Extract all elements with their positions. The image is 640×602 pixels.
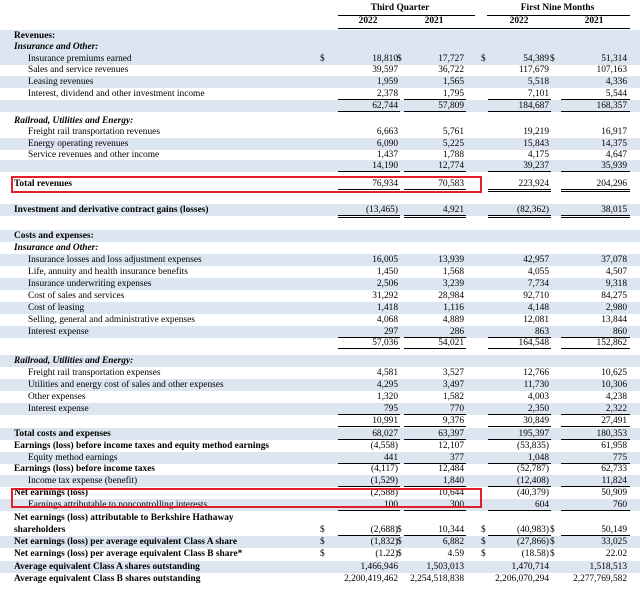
value-cell: 4,647 (605, 150, 627, 160)
value-cell: 51,314 (601, 54, 627, 64)
single-underline (488, 88, 551, 100)
value-cell: 28,984 (438, 291, 464, 301)
dollar-sign: $ (320, 537, 325, 547)
single-underline (404, 403, 466, 415)
table-row (0, 561, 640, 573)
value-cell: 42,957 (523, 255, 549, 265)
value-cell: 37,078 (601, 255, 627, 265)
double-underline (488, 524, 551, 536)
row-label: Insurance premiums earned (28, 54, 132, 64)
double-underline (561, 524, 630, 536)
value-cell: 13,844 (601, 315, 627, 325)
table-row (0, 64, 640, 76)
single-underline (561, 160, 630, 172)
table-row (0, 536, 640, 548)
table-row (0, 88, 640, 100)
value-cell: (13,465) (365, 205, 398, 215)
value-cell: 6,663 (376, 127, 398, 137)
single-underline (561, 428, 630, 440)
row-label: Insurance and Other: (14, 42, 99, 52)
value-cell: 7,734 (527, 279, 549, 289)
row-label: Earnings (loss) before income taxes and equity method earnings (14, 441, 270, 451)
value-cell: 62,744 (372, 101, 398, 111)
row-label: Total costs and expenses (14, 429, 111, 439)
row-label: Cost of sales and services (28, 291, 125, 301)
single-underline (404, 475, 466, 487)
table-row (0, 204, 640, 216)
value-cell: 1,959 (376, 77, 398, 87)
value-cell: 36,722 (438, 65, 464, 75)
value-cell: 286 (449, 327, 464, 337)
row-label: Service revenues and other income (28, 150, 160, 160)
row-label: Insurance and Other: (14, 243, 99, 253)
value-cell: 33,025 (601, 537, 627, 547)
row-label: Total revenues (14, 179, 73, 189)
single-underline (338, 100, 400, 112)
value-cell: (40,379) (516, 488, 549, 498)
table-row (0, 242, 640, 254)
value-cell: 1,565 (442, 77, 464, 87)
double-underline (561, 178, 630, 190)
header-year-q3-2022: 2022 (358, 16, 378, 26)
table-row (0, 367, 640, 379)
value-cell: (4,558) (370, 441, 398, 451)
row-label: Net earnings (loss) per average equivalent Class B share* (14, 549, 243, 559)
row-label: Costs and expenses: (14, 231, 94, 241)
value-cell: 204,296 (596, 179, 627, 189)
value-cell: 30,849 (523, 416, 549, 426)
value-cell: 4,581 (376, 368, 398, 378)
row-label: Selling, general and administrative expenses (28, 315, 195, 325)
value-cell: (4,117) (371, 464, 398, 474)
value-cell: 27,491 (601, 416, 627, 426)
value-cell: 14,375 (601, 139, 627, 149)
dollar-sign: $ (397, 54, 402, 64)
value-cell: 117,679 (518, 65, 549, 75)
row-label: Interest expense (28, 404, 89, 414)
value-cell: 2,200,419,462 (344, 574, 398, 584)
double-underline (404, 204, 466, 216)
value-cell: 57,036 (372, 338, 398, 348)
value-cell: 152,862 (596, 338, 627, 348)
table-row (0, 355, 640, 367)
row-label: Cost of leasing (28, 303, 85, 313)
double-underline (488, 178, 551, 190)
value-cell: 17,727 (438, 54, 464, 64)
value-cell: 50,909 (601, 488, 627, 498)
single-underline (488, 403, 551, 415)
value-cell: 4,507 (605, 267, 627, 277)
row-label: Revenues: (14, 31, 56, 41)
value-cell: 6,882 (442, 537, 464, 547)
value-cell: 100 (383, 500, 398, 510)
single-underline (338, 403, 400, 415)
row-label: Investment and derivative contract gains (losses) (14, 205, 209, 215)
row-label: Utilities and energy cost of sales and other expenses (28, 380, 224, 390)
row-label: Energy operating revenues (28, 139, 129, 149)
dollar-sign: $ (320, 525, 325, 535)
value-cell: 1,320 (376, 392, 398, 402)
value-cell: 63,397 (438, 429, 464, 439)
row-label: Railroad, Utilities and Energy: (14, 116, 134, 126)
double-underline (488, 204, 551, 216)
value-cell: 4,921 (442, 205, 464, 215)
single-underline (488, 428, 551, 440)
value-cell: 22.02 (605, 549, 627, 559)
value-cell: (82,362) (516, 205, 549, 215)
single-underline (561, 415, 630, 427)
row-label: Equity method earnings (28, 453, 118, 463)
value-cell: 297 (383, 327, 398, 337)
value-cell: 2,506 (376, 279, 398, 289)
dollar-sign: $ (550, 537, 555, 547)
table-row (0, 573, 640, 585)
value-cell: 3,497 (442, 380, 464, 390)
value-cell: 57,809 (438, 101, 464, 111)
value-cell: (2,588) (370, 488, 398, 498)
value-cell: 39,237 (523, 161, 549, 171)
dollar-sign: $ (481, 537, 486, 547)
row-label: Sales and service revenues (28, 65, 129, 75)
value-cell: 84,275 (601, 291, 627, 301)
dollar-sign: $ (397, 537, 402, 547)
value-cell: 1,116 (443, 303, 464, 313)
value-cell: 1,518,513 (589, 562, 627, 572)
table-row (0, 100, 640, 112)
single-underline (338, 160, 400, 172)
value-cell: 62,733 (601, 464, 627, 474)
table-row (0, 475, 640, 487)
value-cell: 863 (534, 327, 549, 337)
value-cell: 18,810 (372, 54, 398, 64)
value-cell: 4,055 (527, 267, 549, 277)
value-cell: 2,254,518,838 (410, 574, 464, 584)
value-cell: 1,450 (376, 267, 398, 277)
value-cell: 11,824 (601, 476, 627, 486)
value-cell: 12,766 (523, 368, 549, 378)
row-label: Freight rail transportation revenues (28, 127, 160, 137)
value-cell: 10,344 (438, 525, 464, 535)
value-cell: 12,107 (438, 441, 464, 451)
row-label: Insurance underwriting expenses (28, 279, 152, 289)
row-label: Leasing revenues (28, 77, 94, 87)
header-rule-years (338, 28, 630, 29)
value-cell: 4.59 (447, 549, 464, 559)
value-cell: 860 (612, 327, 627, 337)
table-row (0, 391, 640, 403)
value-cell: 11,730 (523, 380, 549, 390)
value-cell: 770 (449, 404, 464, 414)
row-label: Earnings (loss) before income taxes (14, 464, 155, 474)
row-label: Railroad, Utilities and Energy: (14, 356, 134, 366)
table-row (0, 337, 640, 349)
table-row (0, 512, 640, 524)
value-cell: (1,832) (370, 537, 398, 547)
single-underline (561, 403, 630, 415)
row-label: Net earnings (loss) per average equivalent Class A share (14, 537, 238, 547)
header-year-9m-2021: 2021 (584, 16, 604, 26)
table-row (0, 440, 640, 452)
table-row (0, 524, 640, 536)
value-cell: (52,787) (516, 464, 549, 474)
single-underline (404, 160, 466, 172)
value-cell: 10,644 (438, 488, 464, 498)
value-cell: 6,090 (376, 139, 398, 149)
value-cell: 15,843 (523, 139, 549, 149)
row-label: Other expenses (28, 392, 86, 402)
value-cell: 50,149 (601, 525, 627, 535)
value-cell: 1,470,714 (511, 562, 549, 572)
value-cell: 12,081 (523, 315, 549, 325)
table-row (0, 126, 640, 138)
value-cell: 70,583 (438, 179, 464, 189)
dollar-sign: $ (481, 549, 486, 559)
value-cell: 54,389 (523, 54, 549, 64)
row-label: Earnings attributable to noncontrolling interests (28, 500, 208, 510)
double-underline (338, 204, 400, 216)
value-cell: 39,597 (372, 65, 398, 75)
value-cell: 1,048 (527, 453, 549, 463)
header-year-9m-2022: 2022 (509, 16, 529, 26)
table-row (0, 160, 640, 172)
value-cell: 1,582 (442, 392, 464, 402)
single-underline (404, 428, 466, 440)
value-cell: (53,835) (516, 441, 549, 451)
single-underline (338, 415, 400, 427)
value-cell: 68,027 (372, 429, 398, 439)
value-cell: 107,163 (596, 65, 627, 75)
value-cell: 795 (383, 404, 398, 414)
value-cell: 4,175 (527, 150, 549, 160)
value-cell: (12,408) (516, 476, 549, 486)
value-cell: 2,980 (605, 303, 627, 313)
value-cell: 1,466,946 (360, 562, 398, 572)
value-cell: 5,544 (605, 89, 627, 99)
value-cell: (27,866) (516, 537, 549, 547)
single-underline (561, 499, 630, 511)
single-underline (338, 88, 400, 100)
single-underline (404, 337, 466, 349)
value-cell: 61,958 (601, 441, 627, 451)
single-underline (561, 100, 630, 112)
row-label: Income tax expense (benefit) (28, 476, 138, 486)
value-cell: 16,005 (372, 255, 398, 265)
value-cell: 1,503,013 (426, 562, 464, 572)
dollar-sign: $ (550, 54, 555, 64)
value-cell: 35,939 (601, 161, 627, 171)
single-underline (488, 337, 551, 349)
dollar-sign: $ (397, 549, 402, 559)
value-cell: 12,484 (438, 464, 464, 474)
single-underline (404, 88, 466, 100)
dollar-sign: $ (481, 525, 486, 535)
value-cell: 441 (383, 453, 398, 463)
row-label: Freight rail transportation expenses (28, 368, 161, 378)
table-row (0, 278, 640, 290)
value-cell: 4,336 (605, 77, 627, 87)
table-row (0, 428, 640, 440)
double-underline (561, 204, 630, 216)
single-underline (488, 415, 551, 427)
table-row (0, 266, 640, 278)
header-year-q3-2021: 2021 (424, 16, 444, 26)
table-row (0, 463, 640, 475)
value-cell: 5,225 (442, 139, 464, 149)
row-label: Insurance losses and loss adjustment expenses (28, 255, 202, 265)
value-cell: 4,068 (376, 315, 398, 325)
value-cell: 164,548 (518, 338, 549, 348)
value-cell: 5,761 (442, 127, 464, 137)
single-underline (488, 499, 551, 511)
row-label: Interest, dividend and other investment income (28, 89, 205, 99)
value-cell: 4,889 (442, 315, 464, 325)
table-row (0, 254, 640, 266)
table-row (0, 302, 640, 314)
row-label: shareholders (14, 525, 66, 535)
value-cell: 223,924 (518, 179, 549, 189)
single-underline (338, 428, 400, 440)
highlight-total-revenues (11, 176, 482, 193)
dollar-sign: $ (397, 525, 402, 535)
dollar-sign: $ (320, 549, 325, 559)
value-cell: 760 (612, 500, 627, 510)
value-cell: 1,568 (442, 267, 464, 277)
value-cell: 168,357 (596, 101, 627, 111)
table-row (0, 76, 640, 88)
value-cell: 2,206,070,294 (495, 574, 549, 584)
single-underline (338, 337, 400, 349)
value-cell: 10,306 (601, 380, 627, 390)
double-underline (338, 524, 400, 536)
value-cell: 4,003 (527, 392, 549, 402)
single-underline (561, 337, 630, 349)
row-label: Net earnings (loss) attributable to Berkshire Hathaway (14, 513, 234, 523)
value-cell: 3,239 (442, 279, 464, 289)
value-cell: 13,939 (438, 255, 464, 265)
value-cell: 1,795 (442, 89, 464, 99)
dollar-sign: $ (550, 525, 555, 535)
value-cell: 184,687 (518, 101, 549, 111)
value-cell: 7,101 (527, 89, 549, 99)
value-cell: 1,840 (442, 476, 464, 486)
highlight-net-earnings (11, 488, 482, 508)
value-cell: 3,527 (442, 368, 464, 378)
value-cell: 2,378 (376, 89, 398, 99)
value-cell: (18.58) (521, 549, 549, 559)
value-cell: 2,277,769,582 (573, 574, 627, 584)
dollar-sign: $ (481, 54, 486, 64)
value-cell: 195,397 (518, 429, 549, 439)
dollar-sign: $ (550, 549, 555, 559)
value-cell: 9,318 (605, 279, 627, 289)
table-row (0, 230, 640, 242)
value-cell: 12,774 (438, 161, 464, 171)
value-cell: 1,418 (376, 303, 398, 313)
value-cell: (1,529) (370, 476, 398, 486)
value-cell: 775 (612, 453, 627, 463)
single-underline (404, 415, 466, 427)
value-cell: 5,518 (527, 77, 549, 87)
value-cell: 31,292 (372, 291, 398, 301)
value-cell: 377 (449, 453, 464, 463)
single-underline (488, 100, 551, 112)
value-cell: 16,917 (601, 127, 627, 137)
single-underline (488, 475, 551, 487)
row-label: Life, annuity and health insurance benefits (28, 267, 188, 277)
row-label: Average equivalent Class B shares outstanding (14, 574, 201, 584)
value-cell: 2,350 (527, 404, 549, 414)
single-underline (404, 100, 466, 112)
value-cell: 1,437 (376, 150, 398, 160)
table-row (0, 548, 640, 560)
single-underline (338, 475, 400, 487)
table-row (0, 403, 640, 415)
value-cell: 38,015 (601, 205, 627, 215)
value-cell: 10,625 (601, 368, 627, 378)
value-cell: 10,991 (372, 416, 398, 426)
value-cell: 1,788 (442, 150, 464, 160)
value-cell: 2,322 (605, 404, 627, 414)
value-cell: 4,295 (376, 380, 398, 390)
single-underline (488, 160, 551, 172)
table-row (0, 379, 640, 391)
table-row (0, 290, 640, 302)
table-row (0, 415, 640, 427)
row-label: Average equivalent Class A shares outstanding (14, 562, 200, 572)
single-underline (561, 88, 630, 100)
value-cell: 76,934 (372, 179, 398, 189)
value-cell: 14,190 (372, 161, 398, 171)
header-third-quarter: Third Quarter (370, 3, 430, 13)
value-cell: 300 (449, 500, 464, 510)
value-cell: 54,021 (438, 338, 464, 348)
value-cell: (40,983) (516, 525, 549, 535)
value-cell: 604 (534, 500, 549, 510)
value-cell: 19,219 (523, 127, 549, 137)
row-label: Net earnings (loss) (14, 488, 88, 498)
single-underline (561, 475, 630, 487)
row-label: Interest expense (28, 327, 89, 337)
value-cell: (1.22) (375, 549, 398, 559)
value-cell: 4,148 (527, 303, 549, 313)
value-cell: 180,353 (596, 429, 627, 439)
dollar-sign: $ (320, 54, 325, 64)
double-underline (404, 524, 466, 536)
value-cell: (2,688) (370, 525, 398, 535)
table-row (0, 41, 640, 53)
header-first-nine-months: First Nine Months (520, 3, 595, 13)
value-cell: 4,238 (605, 392, 627, 402)
value-cell: 9,376 (442, 416, 464, 426)
table-row (0, 314, 640, 326)
value-cell: 92,710 (523, 291, 549, 301)
